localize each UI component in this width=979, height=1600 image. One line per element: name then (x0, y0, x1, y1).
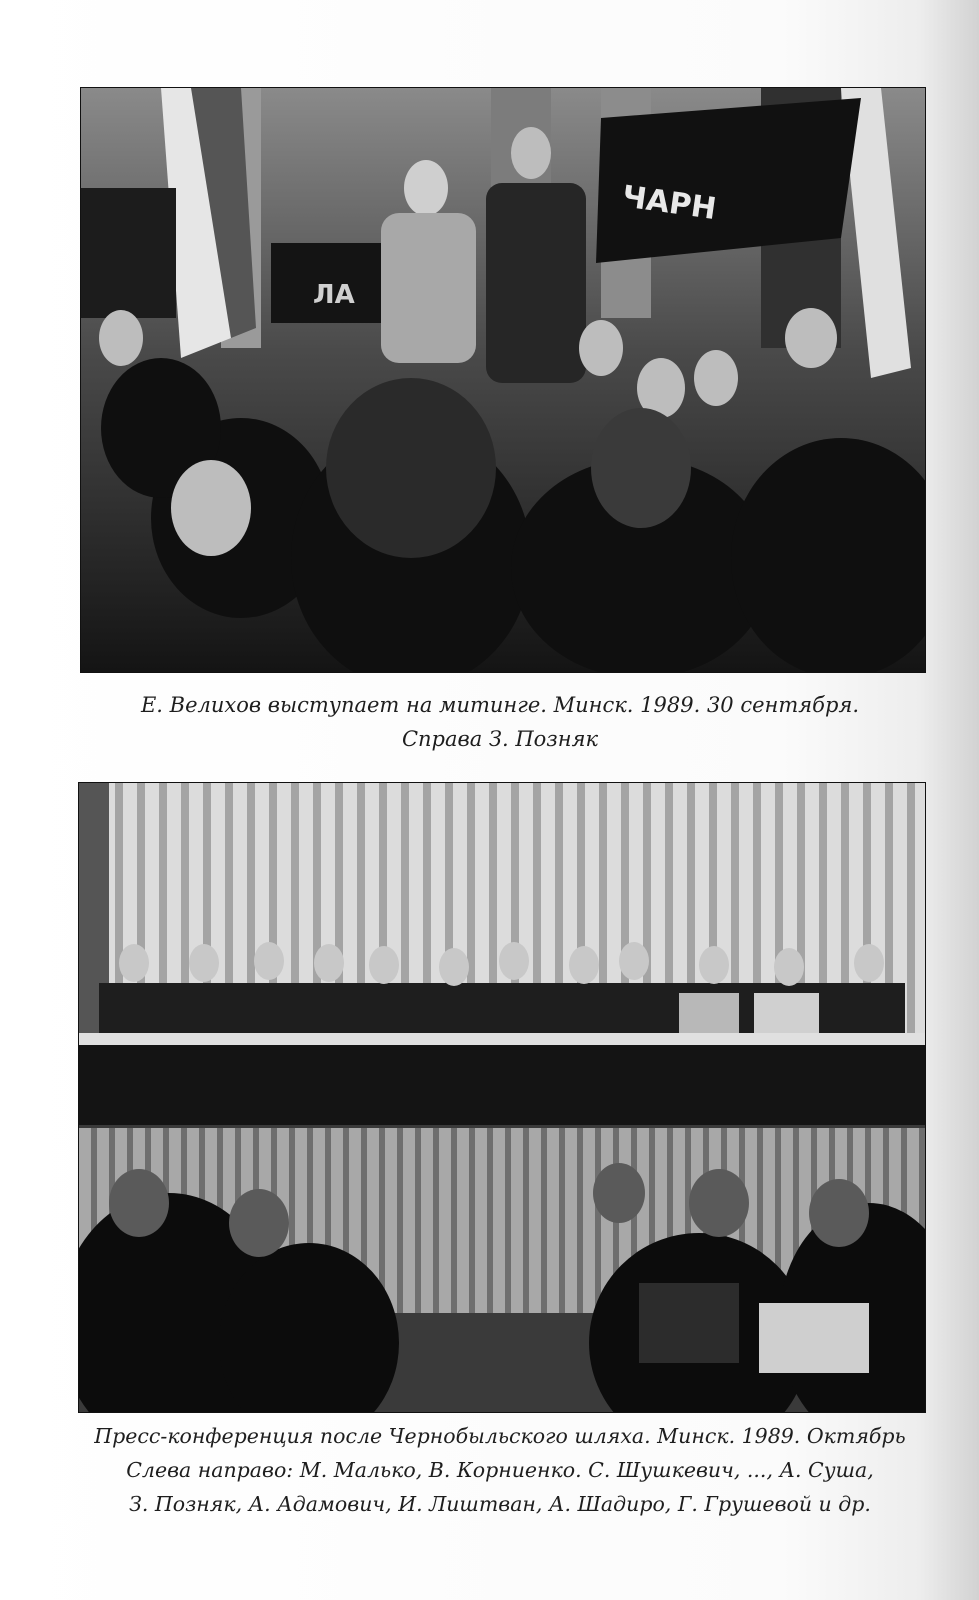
caption-line: Слева направо: М. Малько, В. Корниенко. С. Шушкевич, ..., А. Суша, (126, 1458, 874, 1482)
press-conference-caption (60, 1419, 940, 1521)
banner-text-right: ЧАРН (619, 179, 719, 228)
banner-text-left: ЛА (313, 280, 355, 310)
caption-line: Пресс-конференция после Чернобыльского шляха. Минск. 1989. Октябрь (94, 1424, 906, 1448)
rally-photo (80, 87, 926, 673)
press-conference-photo (78, 782, 926, 1413)
rally-photo-caption (60, 688, 940, 756)
caption-line: Справа З. Позняк (401, 727, 599, 751)
caption-line: З. Позняк, А. Адамович, И. Лиштван, А. Шадиро, Г. Грушевой и др. (129, 1492, 871, 1516)
rally-photo-image (81, 88, 925, 672)
caption-line: Е. Велихов выступает на митинге. Минск. 1989. 30 сентября. (140, 693, 860, 717)
press-conference-photo-image (79, 783, 925, 1412)
